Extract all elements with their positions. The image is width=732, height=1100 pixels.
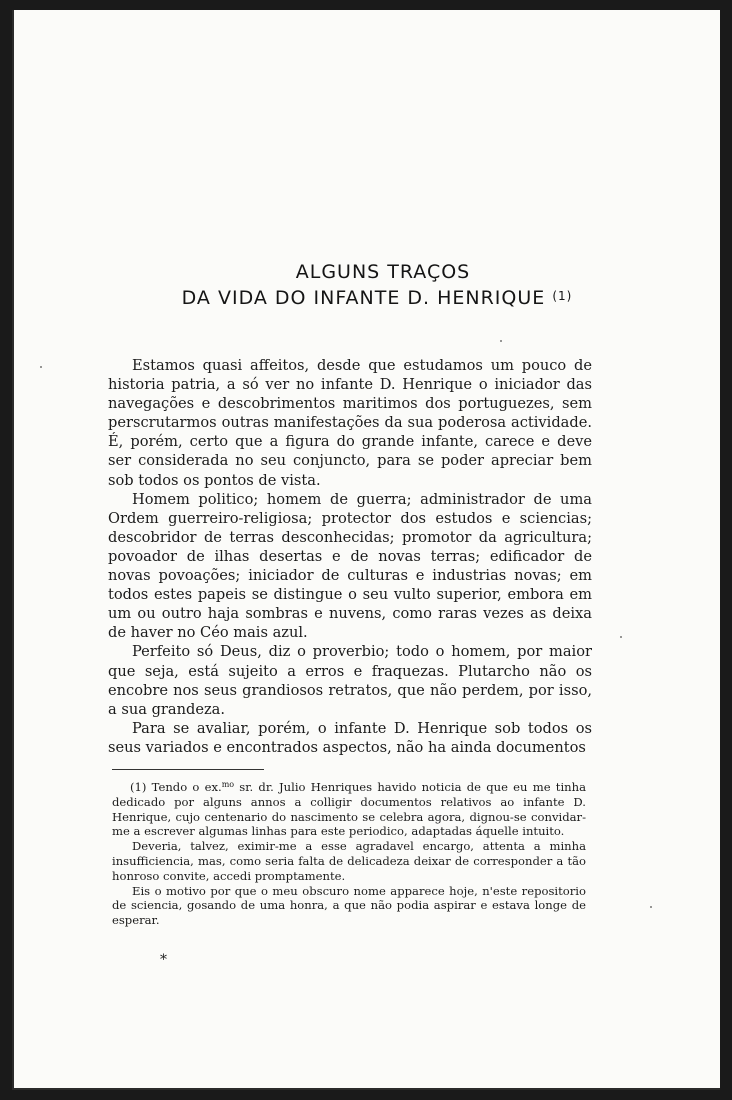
footnote-paragraph-2: Deveria, talvez, eximir-me a esse agradavel encargo, attenta a minha insufficiencia, mas, como seria falta de delicadeza deixar de corresponder a tão honroso convite, accedi promptamente. bbox=[112, 839, 586, 883]
article-body bbox=[108, 356, 592, 757]
article-title bbox=[14, 260, 722, 310]
body-paragraph: Estamos quasi affeitos, desde que estudamos um pouco de historia patria, a só ver no infante D. Henrique o iniciador das navegações e descobrimentos maritimos dos portuguezes, sem perscrutarmos outras manifestações da sua poderosa actividade. É, porém, certo que a figura do grande infante, carece e deve ser considerada no seu conjuncto, para se poder apreciar bem sob todos os pontos de vista. bbox=[108, 357, 592, 489]
footnote-paragraph-1 bbox=[112, 778, 586, 839]
footnote-paragraph-3: Eis o motivo por que o meu obscuro nome apparece hoje, n'este repositorio de sciencia, gosando de uma honra, a que não podia aspirar e estava longe de esperar. bbox=[112, 883, 586, 928]
footnote-divider bbox=[112, 769, 264, 770]
footnote-1-start: (1) Tendo o ex. bbox=[130, 780, 222, 794]
footnote-1-superscript: mo bbox=[221, 780, 235, 789]
title-line-2-text: DA VIDA DO INFANTE D. HENRIQUE bbox=[181, 287, 546, 309]
title-line-2 bbox=[14, 284, 722, 310]
footnote-1-rest: sr. dr. Julio Henriques havido noticia de que eu me tinha dedicado por alguns annos a colligir documentos relativos ao infante D. Henrique, cujo centenario do nascimento se celebra agora, dignou-se convidar-me a escrever algumas linhas para este periodico, adaptadas áquelle intuito. bbox=[112, 780, 586, 839]
scan-speck bbox=[620, 636, 622, 638]
title-footnote-marker: (1) bbox=[552, 289, 573, 303]
asterisk-signature: * bbox=[160, 952, 167, 968]
scan-speck bbox=[650, 906, 652, 908]
body-paragraph: Perfeito só Deus, diz o proverbio; todo o homem, por maior que seja, está sujeito a erros e fraquezas. Plutarcho não os encobre nos seus grandiosos retratos, que não perdem, por isso, a sua grandeza. bbox=[108, 643, 592, 718]
document-page bbox=[12, 10, 720, 1090]
footnote bbox=[112, 778, 586, 928]
scan-speck bbox=[500, 340, 502, 342]
title-line-1: ALGUNS TRAÇOS bbox=[295, 261, 471, 283]
scan-speck bbox=[40, 366, 42, 368]
body-paragraph: Homem politico; homem de guerra; administrador de uma Ordem guerreiro-religiosa; protector dos estudos e sciencias; descobridor de terras desconhecidas; promotor da agricultura; povoador de ilhas desertas e de novas terras; edificador de novas povoações; iniciador de culturas e industrias novas; em todos estes papeis se distingue o seu vulto superior, embora em um ou outro haja sombras e nuvens, como raras vezes as deixa de haver no Céo mais azul. bbox=[108, 490, 592, 642]
body-paragraph: Para se avaliar, porém, o infante D. Henrique sob todos os seus variados e encontrados aspectos, não ha ainda documentos bbox=[108, 719, 592, 756]
